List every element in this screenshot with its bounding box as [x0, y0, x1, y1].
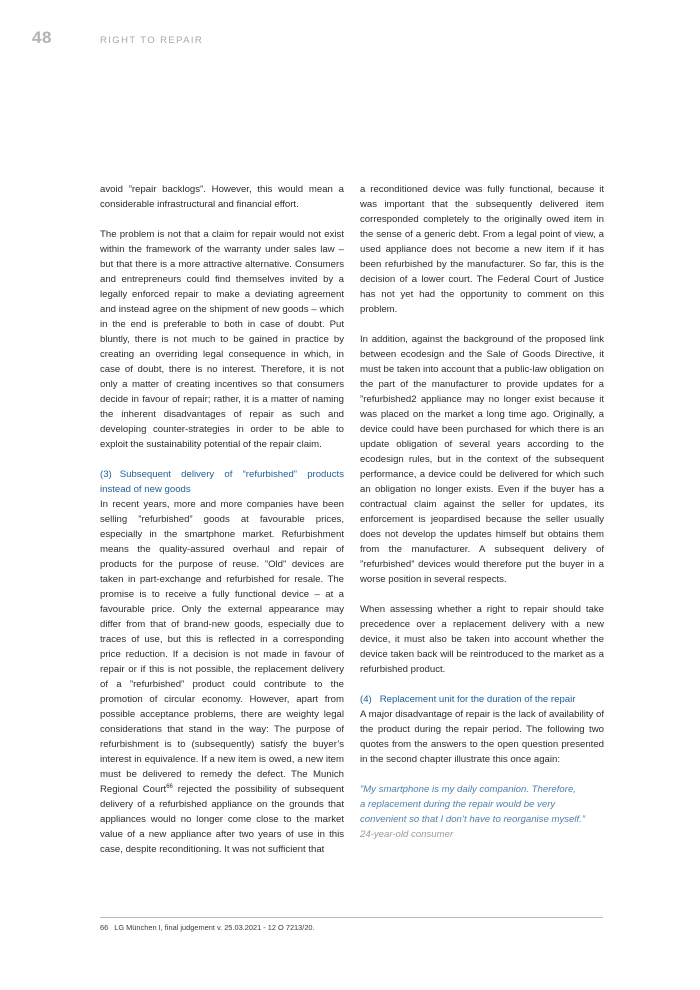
paragraph: avoid ”repair backlogs”. However, this would mean a considerable infrastructural and financial effort.	[100, 184, 344, 210]
left-column	[100, 182, 344, 872]
right-column	[360, 182, 604, 842]
footnote-reference: 66	[166, 783, 173, 790]
running-head: RIGHT TO REPAIR	[100, 35, 204, 46]
quote-line: convenient so that I don’t have to reorganise myself.”	[360, 814, 586, 825]
paragraph: a reconditioned device was fully functional, because it was important that the subsequently delivered item corresponded completely to the originally owed item in the sense of a generic debt. From a legal point of view, a used appliance does not become a new item if it has been refurbished by the manufacturer. So far, this is the decision of a lower court. The Federal Court of Justice has not yet had the opportunity to comment on this problem.	[360, 184, 604, 315]
section-heading-3	[100, 467, 344, 497]
quote-line: ”My smartphone is my daily companion. Therefore,	[360, 784, 576, 795]
pull-quote	[360, 782, 604, 827]
paragraph: The problem is not that a claim for repair would not exist within the framework of the warranty under sales law – but that there is a more attractive alternative. Consumers and entrepreneurs could find themselves invited by a legally enforced repair to make a deviating agreement and instead agree on the shipment of new goods – which in the end is preferable to both in case of doubt. Put bluntly, there is not much to be gained in practice by creating an overriding legal consequence in which, in case of doubt, there is no interest. Therefore, it is not only a matter of creating incentives so that consumers decide in favour of repair; rather, it is a matter of naming the inherent disadvantages of repair as such and developing counter-strategies in order to be able to exploit the sustainability potential of the repair claim.	[100, 229, 344, 450]
paragraph: In addition, against the background of the proposed link between ecodesign and the Sale of Goods Directive, it must be taken into account that a public-law obligation on the part of the manufacturer to provide updates for a ”refurbished2 appliance may no longer exist because it was placed on the market a long time ago. Originally, a device could have been purchased for which there is an update obligation of several years according to the ecodesign rules, but in the context of the subsequent performance, a device could be delivered for which such an obligation no longer exists. Even if the buyer has a contractual claim against the seller for updates, its enforcement is jeopardised because the seller usually does not develop the updates himself but obtains them from the manufacturer. A subsequent delivery of ”refurbished” devices would therefore put the buyer in a worse position in several respects.	[360, 334, 604, 585]
section-title: Replacement unit for the duration of the repair	[379, 694, 576, 705]
footnote-divider	[100, 917, 603, 918]
footnote	[100, 923, 315, 932]
section-title: Subsequent delivery of “refurbished” products instead of new goods	[100, 469, 344, 495]
paragraph: When assessing whether a right to repair should take precedence over a replacement delivery with a new device, it must also be taken into account whether the device taken back will be reintroduced to the market as a refurbished product.	[360, 604, 604, 675]
page-number: 48	[32, 28, 52, 47]
paragraph	[100, 497, 344, 857]
paragraph-text: rejected the possibility of subsequent delivery of a refurbished appliance on the grounds that appliances would no longer come close to the market value of a new appliance after two years of use in this case, despite reconditioning. It was not sufficient that	[100, 784, 344, 855]
paragraph: A major disadvantage of repair is the lack of availability of the product during the repair period. The following two quotes from the answers to the open question presented in the second chapter illustrate this once again:	[360, 709, 604, 765]
paragraph-text: In recent years, more and more companies have been selling ”refurbished” goods at favourable prices, especially in the smartphone market. Refurbishment means the quality-assured overhaul and repair of products for the purpose of reuse. ”Old” devices are taken in part-exchange and refurbished for resale. The promise is to receive a fully functional device – at a favourable price. Only the external appearance may differ from that of brand-new goods, especially due to traces of use, but this is reflected in a corresponding price reduction. If a decision is not made in favour of repair or if this is not possible, the replacement delivery of a ”refurbished” product could contribute to the promotion of circular economy. However, apart from possible acceptance problems, there are weighty legal considerations that stand in the way: The purpose of refurbishment is to (subsequently) satisfy the buyer’s interest in equivalence. If a new item is owed, a new item must be delivered to remedy the defect. The Munich Regional Court	[100, 499, 344, 795]
footnote-number: 66	[100, 923, 109, 932]
quote-attribution: 24-year-old consumer	[360, 829, 454, 840]
footnote-text: LG München I, final judgement v. 25.03.2021 - 12 O 7213/20.	[114, 923, 315, 932]
section-number: (3)	[100, 469, 112, 480]
section-heading-4	[360, 692, 604, 707]
quote-line: a replacement during the repair would be very	[360, 799, 556, 810]
section-number: (4)	[360, 694, 372, 705]
